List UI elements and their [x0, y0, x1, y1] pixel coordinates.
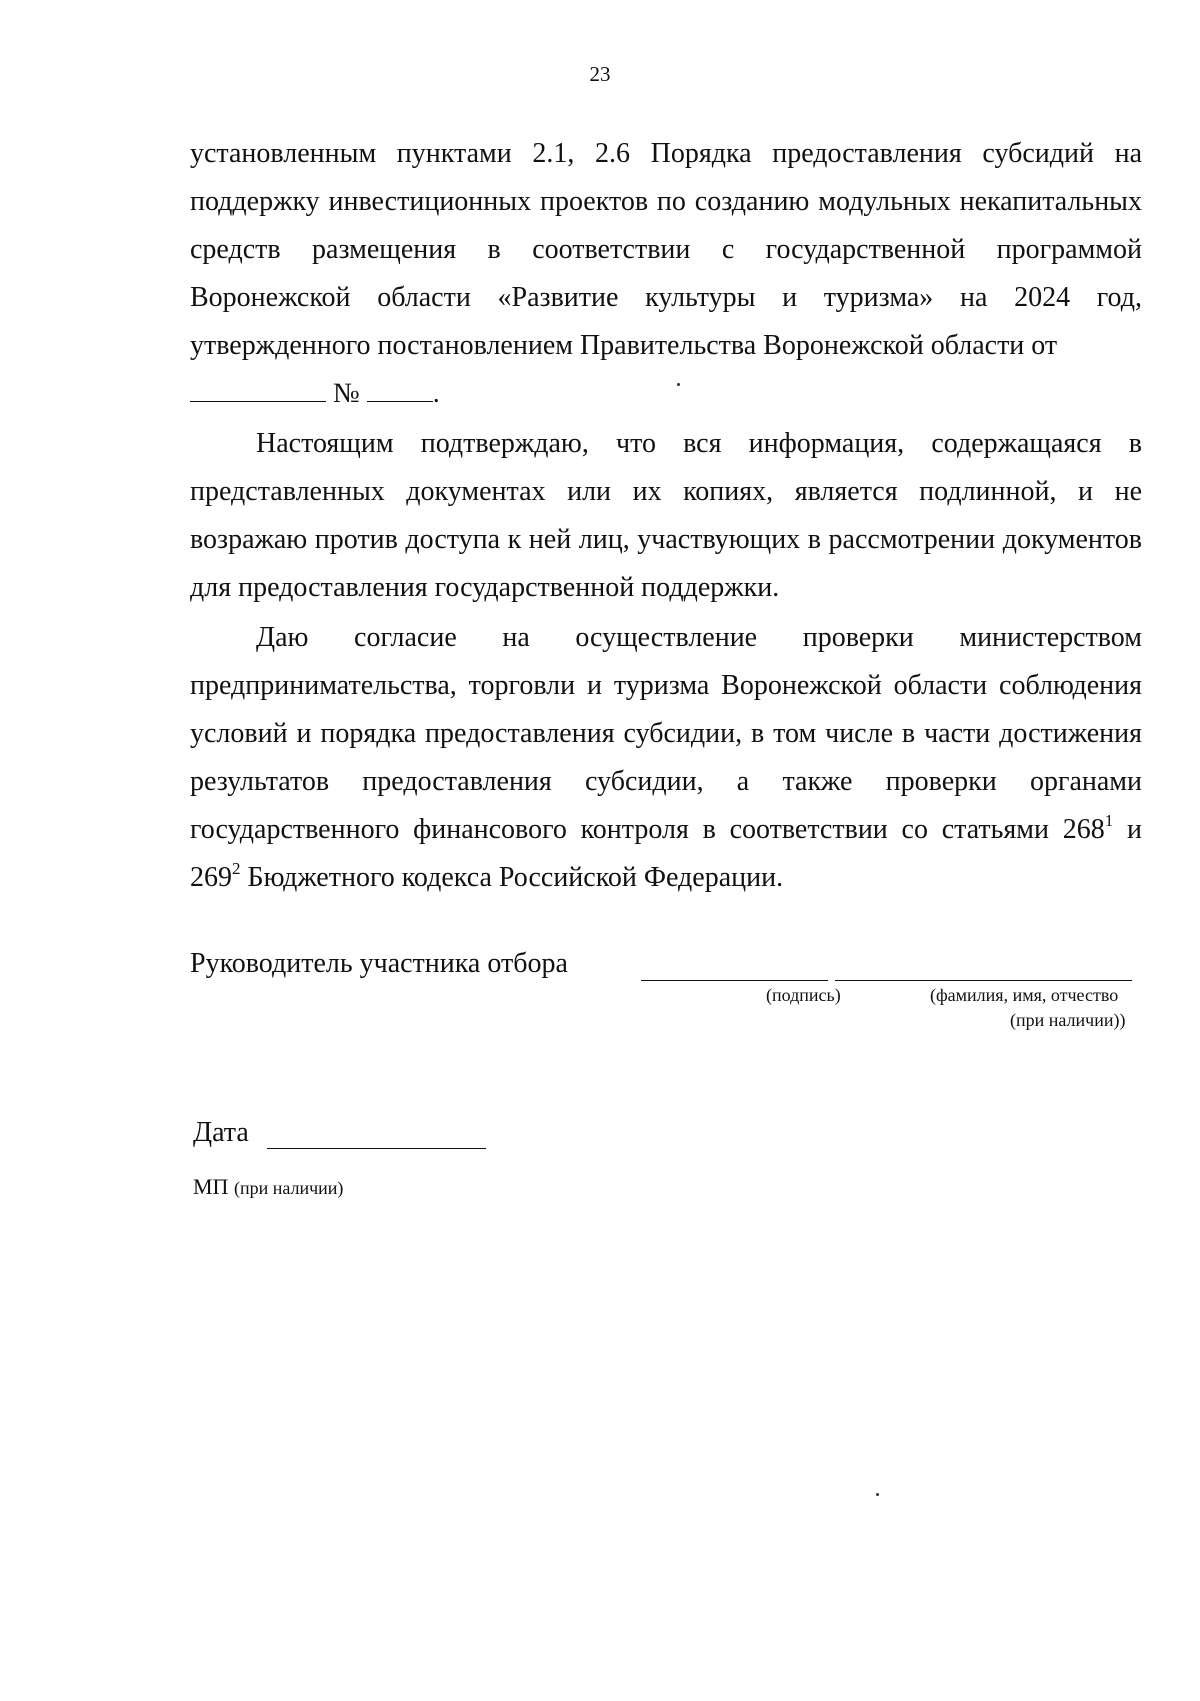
scan-speck: [876, 1493, 879, 1496]
date-label: Дата: [193, 1117, 249, 1148]
full-name-caption: (фамилия, имя, отчество: [930, 985, 1119, 1005]
stamp-abbreviation: МП: [193, 1174, 229, 1199]
paragraph-3-text: Даю согласие на осуществление проверки министерством предпринимательства, торговли и туризма Воронежской области соблюдения условий и порядка предоставления субсидии, в том числе в части достижения результатов предоставления субсидии, а также проверки органами государственного финансового контроля в соответствии со статьями 268: [190, 622, 1142, 845]
signature-caption: (подпись): [766, 985, 841, 1005]
full-name-caption-line2: (при наличии)): [1010, 1010, 1126, 1030]
stamp-note: (при наличии): [233, 1178, 344, 1198]
signature-line: [641, 980, 828, 981]
paragraph-3-end: Бюджетного кодекса Российской Федерации.: [247, 862, 784, 893]
full-name-line: [835, 980, 1132, 981]
superscript-1: 1: [1104, 811, 1114, 830]
resolution-date-blank: [190, 371, 326, 402]
scan-speck: [677, 383, 680, 386]
signer-label: Руководитель участника отбора: [190, 948, 568, 979]
paragraph-1-text: установленным пунктами 2.1, 2.6 Порядка предоставления субсидий на поддержку инвестиционных проектов по созданию модульных некапитальных средств размещения в соответствии с государственной программой Воронежской области «Развитие культуры и туризма» на 2024 год, утвержденного постановлением Правительства Воронежской области от: [190, 138, 1142, 361]
paragraph-confirmation: Настоящим подтверждаю, что вся информация, содержащаяся в представленных документах или их копиях, является подлинной, и не возражаю против доступа к ней лиц, участвующих в рассмотрении документов для предоставления государственной поддержки.: [190, 428, 1142, 603]
paragraph-consent: [190, 614, 1142, 902]
paragraph-3-connector: и 269: [190, 814, 1142, 893]
date-line: [267, 1148, 486, 1149]
paragraph-1-end: .: [432, 378, 440, 409]
paragraph-order-reference: [190, 130, 1142, 418]
superscript-2: 2: [232, 859, 241, 878]
page-number: 23: [589, 62, 611, 86]
stamp-label: [193, 1174, 343, 1200]
resolution-number-blank: [367, 371, 433, 402]
number-sign: №: [333, 378, 360, 409]
